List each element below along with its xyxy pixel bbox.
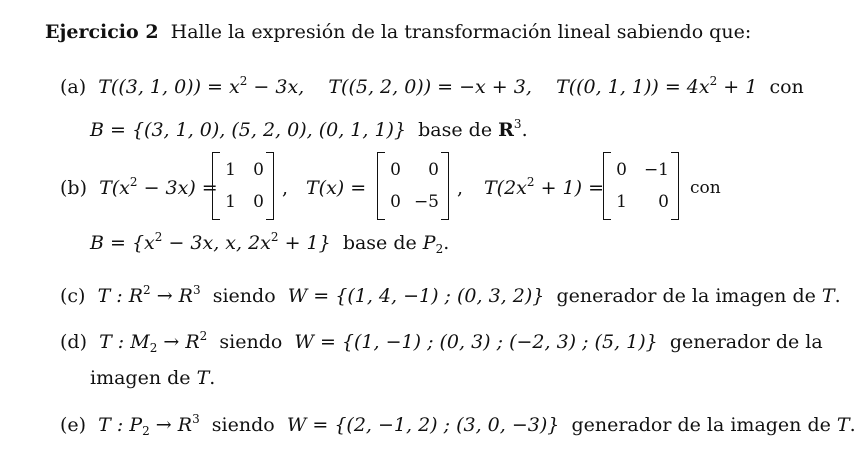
item-b-t1-exp: 2	[129, 175, 138, 189]
item-b-label: (b)	[60, 177, 87, 199]
item-c-line	[60, 284, 841, 308]
item-b-t2: T(x) =	[306, 177, 367, 199]
item-a-label: (a)	[60, 76, 87, 98]
item-c-siendo: siendo	[212, 285, 276, 307]
item-a-t1: T((3, 1, 0)) = x	[98, 76, 240, 98]
item-a-t3: T((0, 1, 1)) = 4x	[556, 76, 710, 98]
item-a-t3-exp: 2	[709, 74, 718, 88]
item-b-basis-rest: − 3x, x, 2x	[162, 232, 271, 254]
matrix-3-cell: 0	[616, 160, 627, 180]
item-d-line1	[60, 330, 823, 354]
matrix-3	[603, 152, 679, 220]
item-a-space: R	[498, 119, 514, 141]
item-c-arrow: → R	[150, 285, 193, 307]
item-c-gen: W = {(1, 4, −1) ; (0, 3, 2)}	[287, 285, 545, 307]
item-d-label: (d)	[60, 331, 87, 353]
item-e-siendo: siendo	[211, 414, 275, 436]
item-b-t3: T(2x	[484, 177, 527, 199]
item-d-map: T : M	[99, 331, 150, 353]
item-e-label: (e)	[60, 414, 87, 436]
matrix-2-cell: 0	[390, 160, 401, 180]
item-d-text: generador de la	[669, 331, 823, 353]
item-b-space-sub: 2	[435, 242, 444, 256]
item-b-con-wrap	[690, 176, 721, 200]
item-a-space-exp: 3	[513, 117, 522, 131]
exercise-header	[45, 20, 751, 44]
item-a-line1	[60, 75, 804, 99]
item-a-t1-rest: − 3x,	[247, 76, 305, 98]
item-e-arrow: → R	[149, 414, 193, 436]
item-c-arrow-exp: 3	[192, 283, 201, 297]
item-a-end: .	[521, 119, 528, 141]
matrix-3-cell: −1	[643, 160, 669, 180]
item-c-T: T	[821, 285, 835, 307]
item-a-t3-rest: + 1	[717, 76, 758, 98]
item-d-line2-text: imagen de	[90, 367, 191, 389]
item-b-basis-exp: 2	[154, 230, 163, 244]
item-d-end: .	[209, 367, 216, 389]
matrix-2-cell: −5	[413, 192, 439, 212]
item-b-basis-text: base de	[342, 232, 417, 254]
matrix-1	[212, 152, 274, 220]
item-c-map: T : R	[97, 285, 144, 307]
item-b-t3-wrap	[484, 176, 604, 200]
item-d-T: T	[196, 367, 210, 389]
item-b-t1-rest: − 3x) =	[137, 177, 218, 199]
item-c-end: .	[834, 285, 841, 307]
item-e-T: T	[836, 414, 850, 436]
item-b-t1: T(x	[99, 177, 130, 199]
item-b-basis-exp2: 2	[270, 230, 279, 244]
item-b-sep1	[282, 176, 288, 200]
item-a-basis-text: base de	[418, 119, 493, 141]
matrix-3-cell: 1	[616, 192, 627, 212]
matrix-2	[377, 152, 449, 220]
item-b-comma2: ,	[457, 177, 464, 199]
matrix-2-cell: 0	[428, 160, 439, 180]
item-b-line2	[90, 231, 449, 255]
matrix-2-cell: 0	[390, 192, 401, 212]
item-e-arrow-exp: 3	[192, 412, 200, 426]
item-e-gen: W = {(2, −1, 2) ; (3, 0, −3)}	[286, 414, 560, 436]
item-d-gen: W = {(1, −1) ; (0, 3) ; (−2, 3) ; (5, 1)}	[294, 331, 658, 353]
item-e-end: .	[849, 414, 856, 436]
item-b-comma1: ,	[282, 177, 289, 199]
item-e-map: T : P	[98, 414, 143, 436]
item-b-t3-exp: 2	[526, 175, 535, 189]
item-d-map-sub: 2	[149, 341, 158, 355]
item-b-basis-rest2: + 1}	[278, 232, 331, 254]
item-e-map-sub: 2	[142, 424, 150, 438]
item-e-line	[60, 413, 856, 437]
item-a-con: con	[769, 76, 804, 98]
item-d-siendo: siendo	[219, 331, 283, 353]
item-b-space: P	[422, 232, 436, 254]
matrix-3-cell: 0	[658, 192, 669, 212]
item-a-t1-exp: 2	[239, 74, 248, 88]
exercise-heading: Ejercicio 2	[45, 21, 159, 43]
item-d-line2	[90, 366, 215, 390]
item-b-sep2	[457, 176, 463, 200]
item-c-text: generador de la imagen de	[556, 285, 816, 307]
matrix-1-cell: 0	[253, 192, 264, 212]
item-b-line1	[60, 176, 218, 200]
item-a-basis: B = {(3, 1, 0), (5, 2, 0), (0, 1, 1)}	[90, 119, 407, 141]
matrix-1-cell: 0	[253, 160, 264, 180]
item-b-end: .	[443, 232, 450, 254]
item-c-map-exp: 2	[143, 283, 151, 297]
item-b-t2-wrap	[306, 176, 366, 200]
item-a-t2: T((5, 2, 0)) = −x + 3,	[328, 76, 532, 98]
item-b-t3-rest: + 1) =	[534, 177, 604, 199]
item-e-text: generador de la imagen de	[571, 414, 831, 436]
item-d-arrow-exp: 2	[199, 329, 208, 343]
item-c-label: (c)	[60, 285, 86, 307]
matrix-1-cell: 1	[225, 192, 236, 212]
item-a-line2	[90, 118, 528, 142]
item-b-basis: B = {x	[90, 232, 155, 254]
item-d-arrow: → R	[157, 331, 200, 353]
item-b-con: con	[690, 178, 721, 198]
matrix-1-cell: 1	[225, 160, 236, 180]
exercise-statement: Halle la expresión de la transformación lineal sabiendo que:	[170, 21, 752, 43]
